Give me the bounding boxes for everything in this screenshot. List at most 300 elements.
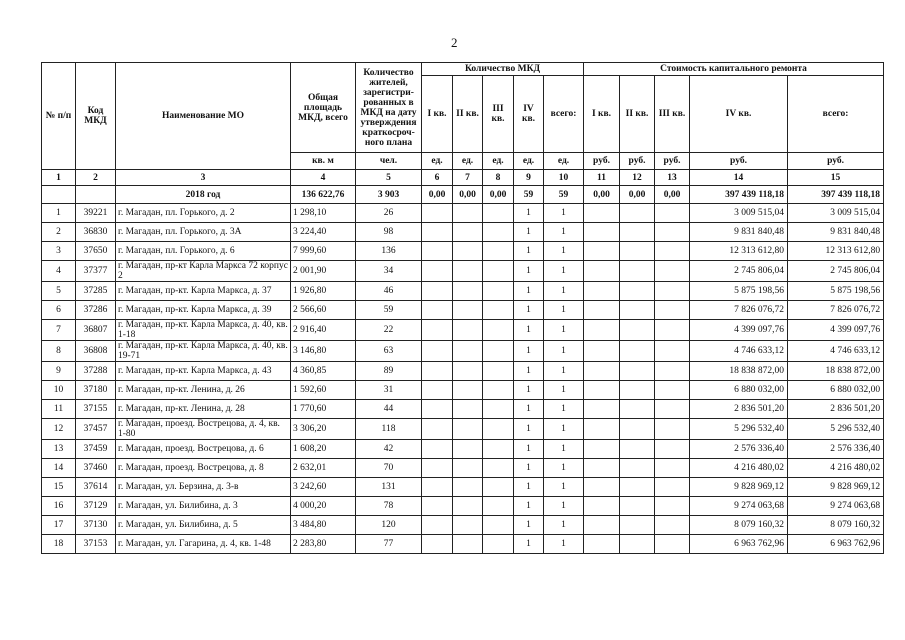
cell-count-q3 (483, 419, 514, 440)
cell-cost-q4: 8 079 160,32 (690, 516, 788, 535)
header-row-number: № п/п (42, 63, 76, 170)
cell-address: г. Магадан, проезд. Вострецова, д. 4, кв. 1-80 (116, 419, 291, 440)
cell-total-area: 2 001,90 (291, 261, 356, 282)
cell-building-code: 37285 (76, 282, 116, 301)
cell-residents: 89 (356, 362, 422, 381)
cell-row-number: 3 (42, 242, 76, 261)
unit-label: руб. (620, 153, 655, 170)
cell-count-q4: 1 (514, 242, 544, 261)
cell-cost-q3 (655, 419, 690, 440)
cell-count-q3 (483, 516, 514, 535)
cell-count-q3 (483, 400, 514, 419)
cell-row-number: 12 (42, 419, 76, 440)
cell-total-area: 2 283,80 (291, 535, 356, 554)
cell-row-number: 6 (42, 301, 76, 320)
year-count-q4: 59 (514, 186, 544, 204)
cell-residents: 98 (356, 223, 422, 242)
cell-count-q2 (453, 204, 483, 223)
cell-count-q1 (422, 419, 453, 440)
cell-address: г. Магадан, пл. Горького, д. 3А (116, 223, 291, 242)
cell-count-total: 1 (544, 419, 584, 440)
header-building-code: Код МКД (76, 63, 116, 170)
cell-count-total: 1 (544, 516, 584, 535)
cell-cost-total: 9 274 063,68 (788, 497, 884, 516)
cell-count-q1 (422, 223, 453, 242)
year-total-area: 136 622,76 (291, 186, 356, 204)
cell-cost-q3 (655, 242, 690, 261)
cell-cost-q3 (655, 261, 690, 282)
cell-count-q4: 1 (514, 381, 544, 400)
cell-row-number: 10 (42, 381, 76, 400)
cell-cost-q3 (655, 478, 690, 497)
cell-count-q1 (422, 381, 453, 400)
cell-count-q3 (483, 341, 514, 362)
cell-address: г. Магадан, ул. Билибина, д. 3 (116, 497, 291, 516)
cell-cost-q2 (620, 419, 655, 440)
table-row (42, 497, 884, 516)
table-row (42, 516, 884, 535)
cell-count-q2 (453, 535, 483, 554)
cell-cost-q2 (620, 320, 655, 341)
cell-cost-total: 2 576 336,40 (788, 440, 884, 459)
cell-count-q4: 1 (514, 282, 544, 301)
year-cost-q2: 0,00 (620, 186, 655, 204)
cell-total-area: 2 916,40 (291, 320, 356, 341)
cell-residents: 44 (356, 400, 422, 419)
cell-count-q1 (422, 535, 453, 554)
cell-total-area: 3 306,20 (291, 419, 356, 440)
cell-cost-q4: 7 826 076,72 (690, 301, 788, 320)
cell-count-q2 (453, 242, 483, 261)
unit-label: ед. (422, 153, 453, 170)
cell-building-code: 37614 (76, 478, 116, 497)
cell-building-code: 37459 (76, 440, 116, 459)
cell-count-total: 1 (544, 459, 584, 478)
cell-cost-q4: 3 009 515,04 (690, 204, 788, 223)
cell-building-code: 37457 (76, 419, 116, 440)
cell-cost-total: 2 745 806,04 (788, 261, 884, 282)
cell-cost-q2 (620, 261, 655, 282)
cell-count-total: 1 (544, 301, 584, 320)
cell-address: г. Магадан, пр-кт Карла Маркса 72 корпус 2 (116, 261, 291, 282)
cell-building-code: 37155 (76, 400, 116, 419)
cell-cost-q2 (620, 301, 655, 320)
cell-cost-q1 (584, 459, 620, 478)
cell-cost-q1 (584, 223, 620, 242)
cell-address: г. Магадан, ул. Берзина, д. 3-в (116, 478, 291, 497)
column-number: 15 (788, 170, 884, 186)
cell-cost-q2 (620, 362, 655, 381)
table-row (42, 535, 884, 554)
cell-total-area: 1 926,80 (291, 282, 356, 301)
cell-row-number: 13 (42, 440, 76, 459)
cell-cost-total: 6 963 762,96 (788, 535, 884, 554)
cell-building-code: 36830 (76, 223, 116, 242)
cell-count-q1 (422, 242, 453, 261)
cell-total-area: 3 484,80 (291, 516, 356, 535)
cell-cost-q1 (584, 478, 620, 497)
table-row (42, 223, 884, 242)
unit-label: руб. (655, 153, 690, 170)
cell-cost-q3 (655, 223, 690, 242)
repair-plan-table (41, 62, 884, 554)
cell-cost-q3 (655, 320, 690, 341)
cell-cost-q3 (655, 341, 690, 362)
cell-cost-q4: 6 963 762,96 (690, 535, 788, 554)
cell-cost-q3 (655, 459, 690, 478)
cell-cost-total: 8 079 160,32 (788, 516, 884, 535)
cell-total-area: 3 224,40 (291, 223, 356, 242)
cell-cost-q4: 4 746 633,12 (690, 341, 788, 362)
cell-cost-q3 (655, 497, 690, 516)
cell-count-q2 (453, 400, 483, 419)
table-row (42, 478, 884, 497)
header-cost-q2: II кв. (620, 76, 655, 153)
cell-address: г. Магадан, пл. Горького, д. 2 (116, 204, 291, 223)
unit-label: чел. (356, 153, 422, 170)
cell-cost-q3 (655, 535, 690, 554)
cell-row-number: 5 (42, 282, 76, 301)
cell-total-area: 1 298,10 (291, 204, 356, 223)
cell-cost-q2 (620, 204, 655, 223)
cell-count-total: 1 (544, 242, 584, 261)
cell-total-area: 2 632,01 (291, 459, 356, 478)
cell-count-total: 1 (544, 478, 584, 497)
cell-count-q4: 1 (514, 400, 544, 419)
cell-cost-q3 (655, 400, 690, 419)
table-row (42, 282, 884, 301)
column-number: 13 (655, 170, 690, 186)
cell-count-q3 (483, 204, 514, 223)
cell-count-total: 1 (544, 440, 584, 459)
cell-cost-total: 5 875 198,56 (788, 282, 884, 301)
header-count-q1: I кв. (422, 76, 453, 153)
header-cost-total: всего: (788, 76, 884, 153)
cell-residents: 78 (356, 497, 422, 516)
cell-count-q4: 1 (514, 419, 544, 440)
cell-cost-total: 4 399 097,76 (788, 320, 884, 341)
year-cost-q1: 0,00 (584, 186, 620, 204)
cell-cost-q2 (620, 242, 655, 261)
cell-cost-q1 (584, 497, 620, 516)
cell-building-code: 37130 (76, 516, 116, 535)
cell-cost-total: 4 216 480,02 (788, 459, 884, 478)
page-number: 2 (451, 35, 458, 50)
cell-count-q1 (422, 320, 453, 341)
header-count-total: всего: (544, 76, 584, 153)
cell-residents: 70 (356, 459, 422, 478)
cell-total-area: 4 360,85 (291, 362, 356, 381)
cell-count-q1 (422, 362, 453, 381)
cell-cost-total: 6 880 032,00 (788, 381, 884, 400)
cell-cost-total: 18 838 872,00 (788, 362, 884, 381)
cell-cost-q4: 2 836 501,20 (690, 400, 788, 419)
header-count-q2: II кв. (453, 76, 483, 153)
cell-count-q3 (483, 497, 514, 516)
year-cost-q4: 397 439 118,18 (690, 186, 788, 204)
cell-cost-q2 (620, 341, 655, 362)
cell-count-q3 (483, 301, 514, 320)
cell-count-q1 (422, 341, 453, 362)
cell-cost-q4: 4 399 097,76 (690, 320, 788, 341)
cell-count-q2 (453, 223, 483, 242)
year-count-q3: 0,00 (483, 186, 514, 204)
cell-building-code: 37180 (76, 381, 116, 400)
table-row (42, 261, 884, 282)
cell-residents: 131 (356, 478, 422, 497)
header-group-repair-cost: Стоимость капитального ремонта (584, 63, 884, 76)
cell-cost-q4: 5 875 198,56 (690, 282, 788, 301)
cell-cost-q3 (655, 362, 690, 381)
cell-count-q3 (483, 261, 514, 282)
cell-count-q4: 1 (514, 535, 544, 554)
cell-count-q1 (422, 400, 453, 419)
cell-address: г. Магадан, ул. Гагарина, д. 4, кв. 1-48 (116, 535, 291, 554)
cell-total-area: 1 592,60 (291, 381, 356, 400)
cell-count-total: 1 (544, 320, 584, 341)
cell-total-area: 7 999,60 (291, 242, 356, 261)
cell-cost-q2 (620, 478, 655, 497)
cell-cost-q3 (655, 204, 690, 223)
cell-cost-q1 (584, 440, 620, 459)
cell-address: г. Магадан, пл. Горького, д. 6 (116, 242, 291, 261)
cell-address: г. Магадан, пр-кт. Карла Маркса, д. 43 (116, 362, 291, 381)
cell-cost-q4: 2 745 806,04 (690, 261, 788, 282)
cell-count-q4: 1 (514, 362, 544, 381)
cell-cost-total: 9 828 969,12 (788, 478, 884, 497)
cell-count-q1 (422, 516, 453, 535)
table-row (42, 204, 884, 223)
cell-count-q1 (422, 282, 453, 301)
cell-row-number: 8 (42, 341, 76, 362)
cell-cost-q1 (584, 204, 620, 223)
cell-cost-q3 (655, 516, 690, 535)
cell-count-total: 1 (544, 341, 584, 362)
table-row (42, 440, 884, 459)
cell-count-q4: 1 (514, 301, 544, 320)
cell-count-q4: 1 (514, 516, 544, 535)
cell-count-q3 (483, 223, 514, 242)
cell-cost-q2 (620, 535, 655, 554)
cell-cost-q1 (584, 516, 620, 535)
cell-count-q3 (483, 478, 514, 497)
cell-cost-total: 7 826 076,72 (788, 301, 884, 320)
year-cell-empty (42, 186, 76, 204)
cell-building-code: 37377 (76, 261, 116, 282)
cell-count-q4: 1 (514, 497, 544, 516)
cell-address: г. Магадан, ул. Билибина, д. 5 (116, 516, 291, 535)
cell-cost-q3 (655, 282, 690, 301)
column-number: 14 (690, 170, 788, 186)
cell-building-code: 37286 (76, 301, 116, 320)
cell-address: г. Магадан, пр-кт. Ленина, д. 28 (116, 400, 291, 419)
column-number: 12 (620, 170, 655, 186)
cell-count-q4: 1 (514, 320, 544, 341)
cell-building-code: 36808 (76, 341, 116, 362)
cell-count-q3 (483, 535, 514, 554)
cell-building-code: 39221 (76, 204, 116, 223)
cell-residents: 118 (356, 419, 422, 440)
cell-cost-q4: 9 831 840,48 (690, 223, 788, 242)
header-cost-q1: I кв. (584, 76, 620, 153)
column-number: 11 (584, 170, 620, 186)
cell-address: г. Магадан, проезд. Вострецова, д. 8 (116, 459, 291, 478)
unit-label: ед. (544, 153, 584, 170)
cell-cost-q4: 12 313 612,80 (690, 242, 788, 261)
cell-cost-total: 5 296 532,40 (788, 419, 884, 440)
cell-cost-q2 (620, 459, 655, 478)
cell-count-q2 (453, 362, 483, 381)
cell-total-area: 3 242,60 (291, 478, 356, 497)
column-number: 9 (514, 170, 544, 186)
cell-count-q1 (422, 440, 453, 459)
cell-count-q1 (422, 301, 453, 320)
column-number: 1 (42, 170, 76, 186)
column-number: 5 (356, 170, 422, 186)
cell-row-number: 9 (42, 362, 76, 381)
cell-cost-total: 2 836 501,20 (788, 400, 884, 419)
table-row (42, 419, 884, 440)
cell-count-q4: 1 (514, 223, 544, 242)
year-count-q1: 0,00 (422, 186, 453, 204)
cell-count-q2 (453, 282, 483, 301)
cell-cost-q4: 4 216 480,02 (690, 459, 788, 478)
cell-row-number: 2 (42, 223, 76, 242)
cell-cost-q1 (584, 301, 620, 320)
cell-cost-q1 (584, 261, 620, 282)
cell-count-q3 (483, 242, 514, 261)
cell-count-total: 1 (544, 381, 584, 400)
cell-cost-q4: 9 828 969,12 (690, 478, 788, 497)
table-row (42, 459, 884, 478)
year-cost-q3: 0,00 (655, 186, 690, 204)
cell-total-area: 2 566,60 (291, 301, 356, 320)
cell-count-total: 1 (544, 497, 584, 516)
cell-count-q2 (453, 341, 483, 362)
cell-building-code: 37460 (76, 459, 116, 478)
column-number: 2 (76, 170, 116, 186)
header-cost-q4: IV кв. (690, 76, 788, 153)
repair-plan-table-wrapper (41, 62, 884, 554)
cell-residents: 22 (356, 320, 422, 341)
cell-cost-q2 (620, 440, 655, 459)
cell-row-number: 14 (42, 459, 76, 478)
cell-count-q2 (453, 497, 483, 516)
cell-residents: 59 (356, 301, 422, 320)
cell-count-q2 (453, 320, 483, 341)
cell-row-number: 4 (42, 261, 76, 282)
cell-residents: 42 (356, 440, 422, 459)
cell-cost-q1 (584, 320, 620, 341)
cell-cost-q4: 6 880 032,00 (690, 381, 788, 400)
year-count-q2: 0,00 (453, 186, 483, 204)
cell-count-q2 (453, 419, 483, 440)
cell-cost-q1 (584, 341, 620, 362)
header-count-q3: III кв. (483, 76, 514, 153)
cell-address: г. Магадан, пр-кт. Карла Маркса, д. 40, кв. 1-18 (116, 320, 291, 341)
cell-cost-q1 (584, 400, 620, 419)
cell-cost-q4: 9 274 063,68 (690, 497, 788, 516)
cell-address: г. Магадан, пр-кт. Ленина, д. 26 (116, 381, 291, 400)
cell-total-area: 4 000,20 (291, 497, 356, 516)
header-cost-q3: III кв. (655, 76, 690, 153)
cell-residents: 26 (356, 204, 422, 223)
column-number: 7 (453, 170, 483, 186)
cell-residents: 31 (356, 381, 422, 400)
cell-count-q1 (422, 261, 453, 282)
cell-count-q2 (453, 516, 483, 535)
cell-count-q1 (422, 497, 453, 516)
table-row (42, 381, 884, 400)
unit-label: ед. (514, 153, 544, 170)
cell-residents: 120 (356, 516, 422, 535)
cell-count-q3 (483, 362, 514, 381)
cell-count-q4: 1 (514, 478, 544, 497)
cell-building-code: 37129 (76, 497, 116, 516)
cell-building-code: 37650 (76, 242, 116, 261)
cell-count-total: 1 (544, 362, 584, 381)
cell-count-total: 1 (544, 223, 584, 242)
cell-residents: 46 (356, 282, 422, 301)
cell-row-number: 7 (42, 320, 76, 341)
cell-cost-q3 (655, 440, 690, 459)
cell-count-q3 (483, 440, 514, 459)
year-label: 2018 год (116, 186, 291, 204)
cell-residents: 136 (356, 242, 422, 261)
cell-count-q2 (453, 440, 483, 459)
table-row (42, 242, 884, 261)
cell-count-q2 (453, 459, 483, 478)
cell-count-q4: 1 (514, 261, 544, 282)
cell-cost-q1 (584, 242, 620, 261)
cell-cost-total: 3 009 515,04 (788, 204, 884, 223)
column-number: 4 (291, 170, 356, 186)
header-count-q4: IV кв. (514, 76, 544, 153)
cell-count-q1 (422, 459, 453, 478)
cell-cost-total: 12 313 612,80 (788, 242, 884, 261)
cell-count-total: 1 (544, 282, 584, 301)
header-municipality-name: Наименование МО (116, 63, 291, 170)
cell-total-area: 1 770,60 (291, 400, 356, 419)
table-row (42, 400, 884, 419)
year-cost-total: 397 439 118,18 (788, 186, 884, 204)
cell-count-q3 (483, 459, 514, 478)
unit-label: ед. (453, 153, 483, 170)
column-number: 8 (483, 170, 514, 186)
cell-address: г. Магадан, пр-кт. Карла Маркса, д. 39 (116, 301, 291, 320)
cell-count-q3 (483, 282, 514, 301)
cell-cost-q4: 18 838 872,00 (690, 362, 788, 381)
cell-cost-q4: 2 576 336,40 (690, 440, 788, 459)
cell-cost-q2 (620, 497, 655, 516)
cell-cost-q1 (584, 419, 620, 440)
column-number: 3 (116, 170, 291, 186)
cell-row-number: 1 (42, 204, 76, 223)
cell-building-code: 37153 (76, 535, 116, 554)
cell-cost-q1 (584, 282, 620, 301)
unit-label: ед. (483, 153, 514, 170)
cell-count-total: 1 (544, 261, 584, 282)
year-total-row (42, 186, 884, 204)
cell-total-area: 1 608,20 (291, 440, 356, 459)
column-number: 6 (422, 170, 453, 186)
table-row (42, 320, 884, 341)
header-residents: Количество жителей, зарегистри-рованных в МКД на дату утверждения краткосроч-ного плана (356, 63, 422, 153)
cell-cost-q2 (620, 516, 655, 535)
column-number: 10 (544, 170, 584, 186)
cell-total-area: 3 146,80 (291, 341, 356, 362)
cell-count-q4: 1 (514, 204, 544, 223)
